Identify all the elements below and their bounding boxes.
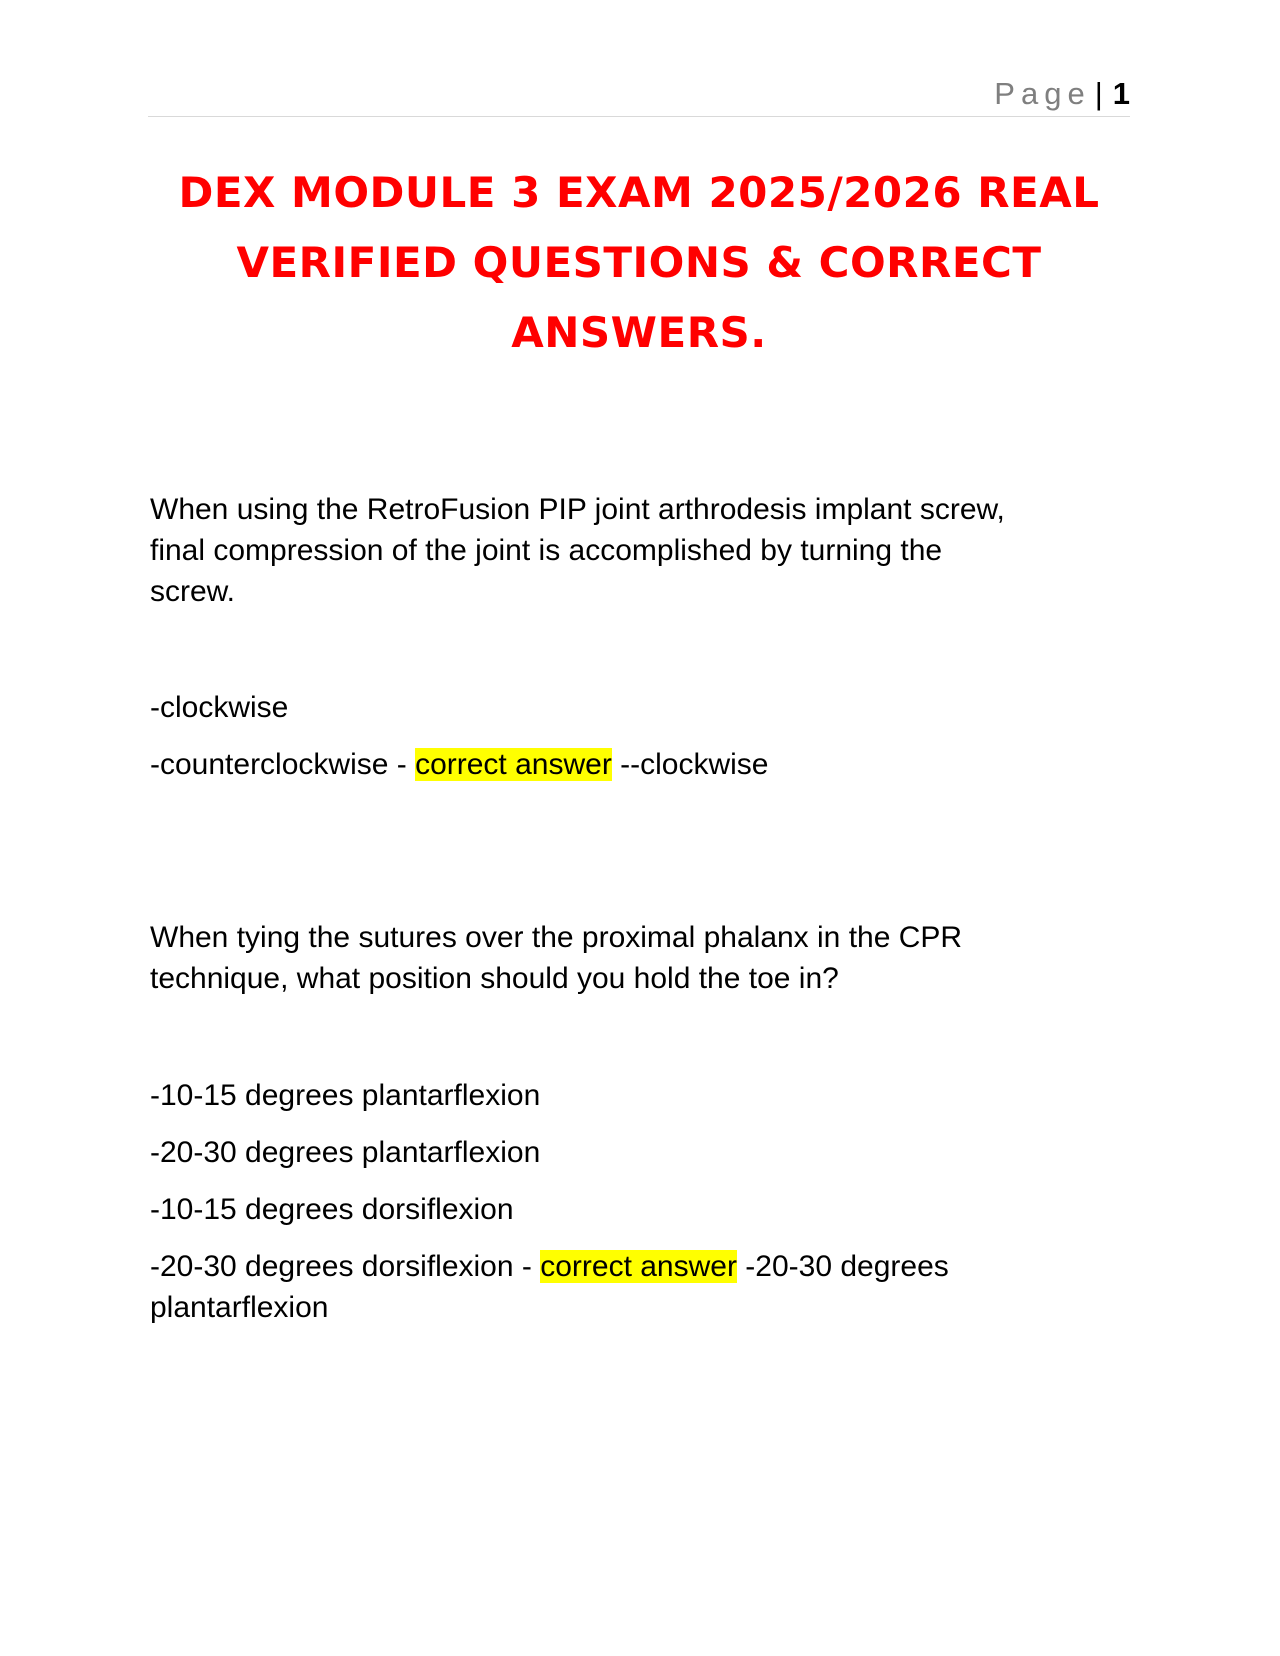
question-2-line-1: When tying the sutures over the proximal phalanx in the CPR — [150, 921, 963, 954]
question-1-line-1: When using the RetroFusion PIP joint arthrodesis implant screw, — [150, 493, 1005, 526]
question-1-answer-line — [150, 744, 1130, 785]
page-header — [148, 72, 1130, 117]
question-2-option-1: -10-15 degrees plantarflexion — [150, 1079, 541, 1112]
question-2-option-2: -20-30 degrees plantarflexion — [150, 1136, 541, 1169]
answer-suffix: -20-30 degrees — [736, 1250, 949, 1283]
document-title — [148, 158, 1130, 368]
correct-answer-highlight: correct answer — [540, 1250, 737, 1283]
title-line-1: DEX MODULE 3 EXAM 2025/2026 REAL — [178, 168, 1100, 217]
answer-continuation: plantarflexion — [150, 1291, 329, 1324]
question-2-line-2: technique, what position should you hold the toe in? — [150, 962, 839, 995]
question-2-answer-line — [150, 1246, 1130, 1328]
title-line-3: ANSWERS. — [511, 308, 767, 357]
page-number: 1 — [1112, 76, 1130, 111]
question-1-option-1: -clockwise — [150, 691, 289, 724]
answer-suffix: --clockwise — [611, 748, 769, 781]
page-separator: | — [1094, 76, 1103, 111]
question-2-text — [150, 917, 1130, 999]
question-1-line-2: final compression of the joint is accomplished by turning the — [150, 534, 943, 567]
correct-answer-highlight: correct answer — [415, 748, 612, 781]
answer-prefix: -counterclockwise - — [150, 748, 416, 781]
answer-prefix: -20-30 degrees dorsiflexion - — [150, 1250, 541, 1283]
question-1-line-3: screw. — [150, 575, 236, 608]
title-line-2: VERIFIED QUESTIONS & CORRECT — [236, 238, 1042, 287]
question-2-option-3: -10-15 degrees dorsiflexion — [150, 1193, 514, 1226]
page-label: Page — [994, 76, 1091, 111]
question-1-text — [150, 489, 1130, 612]
